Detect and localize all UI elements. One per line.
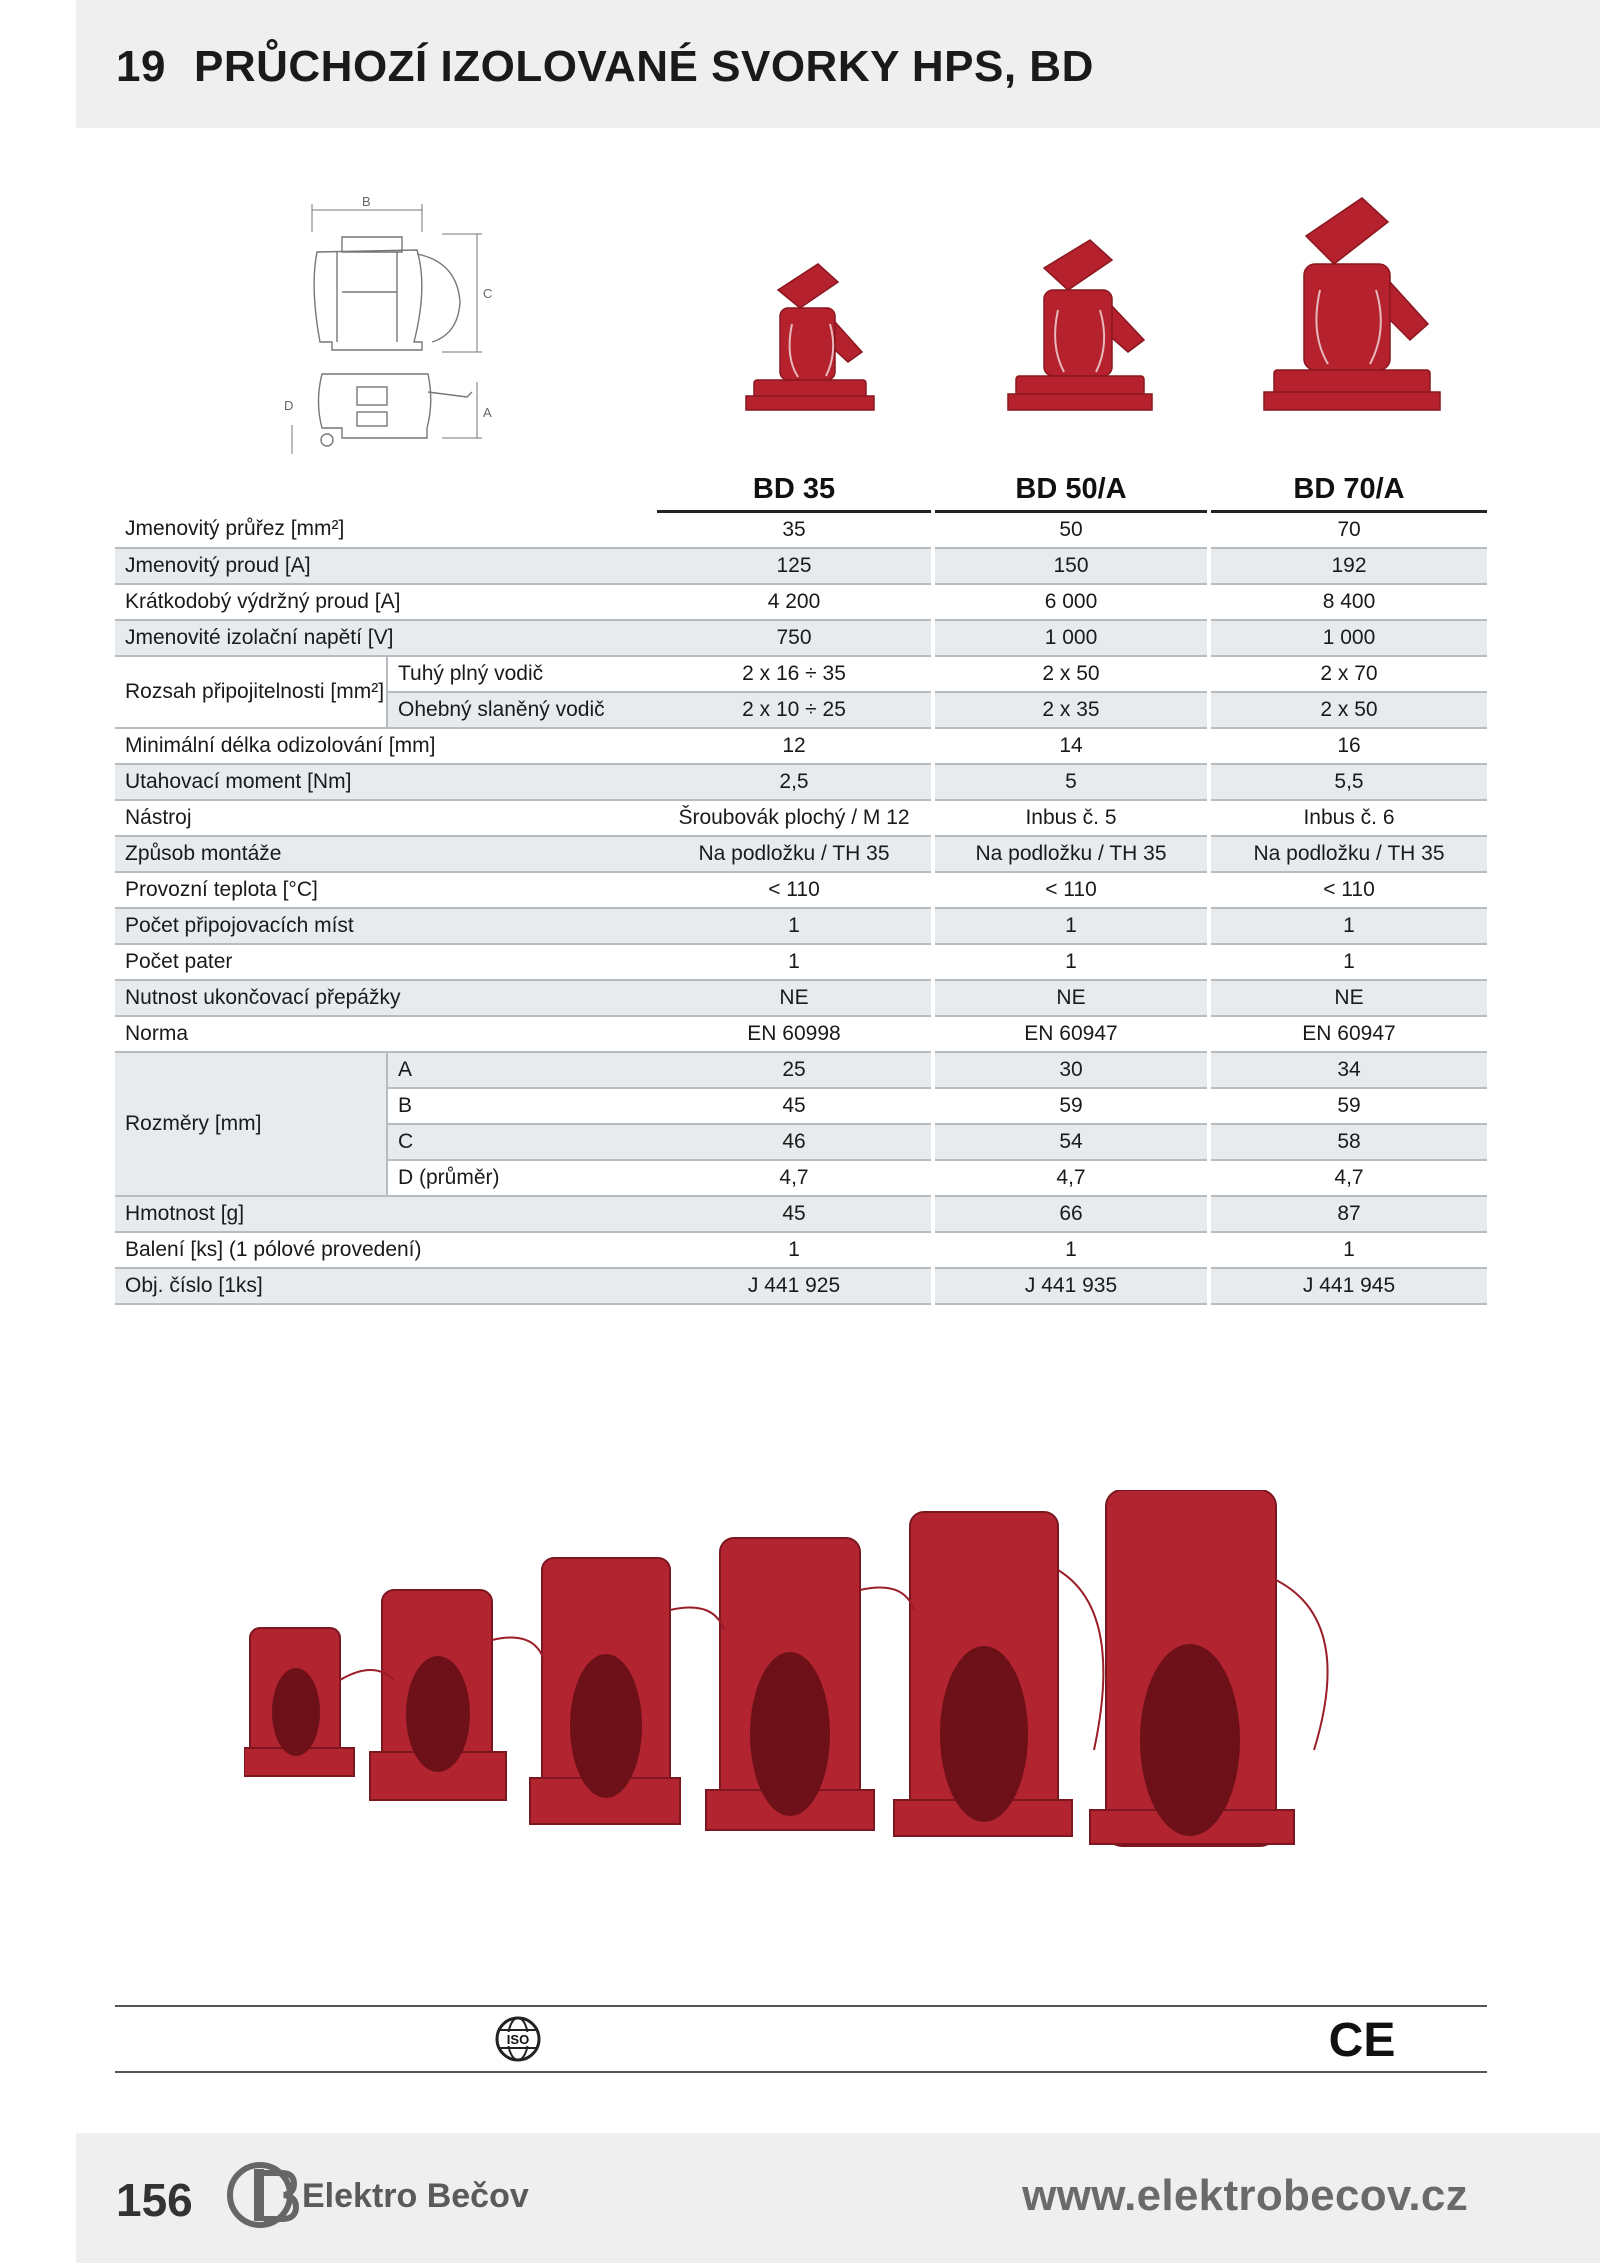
cell-value: Na podložku / TH 35	[1209, 836, 1487, 872]
cell-value: EN 60947	[933, 1016, 1209, 1052]
table-row	[115, 728, 1487, 764]
cell-value: 1	[1209, 944, 1487, 980]
row-sublabel: Ohebný slaněný vodič	[387, 692, 657, 728]
cell-value: Na podložku / TH 35	[933, 836, 1209, 872]
product-lineup-photo	[244, 1490, 1364, 1850]
ce-mark-label: CE	[1328, 2014, 1396, 2062]
row-label: Nástroj	[115, 800, 657, 836]
iso-label: ISO	[506, 2032, 530, 2047]
table-row	[115, 800, 1487, 836]
cell-value: 1	[933, 944, 1209, 980]
iso-icon	[494, 2015, 542, 2063]
cell-value: < 110	[933, 872, 1209, 908]
cell-value: 2 x 70	[1209, 656, 1487, 692]
cell-value: 1	[1209, 908, 1487, 944]
ce-mark-icon	[1328, 2014, 1396, 2062]
row-label: Počet pater	[115, 944, 657, 980]
divider	[115, 2005, 1487, 2007]
cell-value: 1	[1209, 1232, 1487, 1268]
cell-value: 1	[657, 944, 933, 980]
website-link[interactable]: www.elektrobecov.cz	[1022, 2171, 1468, 2220]
drawing-label-b: B	[362, 194, 371, 209]
cell-value: NE	[657, 980, 933, 1016]
cell-value: 4,7	[1209, 1160, 1487, 1196]
product-image-bd35	[740, 262, 880, 422]
cell-value: 2 x 50	[1209, 692, 1487, 728]
cell-value: 87	[1209, 1196, 1487, 1232]
row-group-label: Rozsah připojitelnosti [mm²]	[115, 656, 387, 728]
cell-value: 4,7	[657, 1160, 933, 1196]
cell-value: 1 000	[933, 620, 1209, 656]
row-label: Norma	[115, 1016, 657, 1052]
cell-value: 1	[657, 1232, 933, 1268]
product-header: BD 70/A	[1209, 468, 1487, 512]
cell-value: 70	[1209, 512, 1487, 549]
chapter-number: 19	[116, 42, 166, 91]
page-header	[76, 0, 1600, 128]
row-label: Provozní teplota [°C]	[115, 872, 657, 908]
cell-value: 45	[657, 1088, 933, 1124]
cell-value: Inbus č. 6	[1209, 800, 1487, 836]
product-header: BD 50/A	[933, 468, 1209, 512]
cell-value: 4 200	[657, 584, 933, 620]
row-label: Jmenovité izolační napětí [V]	[115, 620, 657, 656]
cell-value: 59	[933, 1088, 1209, 1124]
cell-value: < 110	[1209, 872, 1487, 908]
row-label: Způsob montáže	[115, 836, 657, 872]
cell-value: 192	[1209, 548, 1487, 584]
product-image-bd70a	[1262, 194, 1442, 426]
row-sublabel: C	[387, 1124, 657, 1160]
cell-value: 59	[1209, 1088, 1487, 1124]
table-row	[115, 836, 1487, 872]
cell-value: 12	[657, 728, 933, 764]
row-sublabel: Tuhý plný vodič	[387, 656, 657, 692]
cell-value: 16	[1209, 728, 1487, 764]
row-label: Počet připojovacích míst	[115, 908, 657, 944]
page-footer	[76, 2133, 1600, 2263]
row-label: Utahovací moment [Nm]	[115, 764, 657, 800]
row-label: Krátkodobý výdržný proud [A]	[115, 584, 657, 620]
product-header: BD 35	[657, 468, 933, 512]
cell-value: 54	[933, 1124, 1209, 1160]
table-row	[115, 908, 1487, 944]
row-label: Nutnost ukončovací přepážky	[115, 980, 657, 1016]
cell-value: 2 x 10 ÷ 25	[657, 692, 933, 728]
cell-value: 30	[933, 1052, 1209, 1088]
cell-value: 150	[933, 548, 1209, 584]
cell-value: 1	[933, 1232, 1209, 1268]
cell-value: 2,5	[657, 764, 933, 800]
cell-value: J 441 925	[657, 1268, 933, 1304]
cell-value: 8 400	[1209, 584, 1487, 620]
divider	[115, 2071, 1487, 2073]
cell-value: 58	[1209, 1124, 1487, 1160]
cell-value: 35	[657, 512, 933, 549]
table-row	[115, 1196, 1487, 1232]
row-sublabel: D (průměr)	[387, 1160, 657, 1196]
elektro-becov-logo-icon	[224, 2159, 306, 2231]
cell-value: 1	[933, 908, 1209, 944]
drawing-label-d: D	[284, 398, 294, 413]
cell-value: 1	[657, 908, 933, 944]
technical-drawing	[282, 192, 504, 460]
spec-table	[115, 468, 1487, 1305]
table-row	[115, 1232, 1487, 1268]
cell-value: 45	[657, 1196, 933, 1232]
cell-value: 5,5	[1209, 764, 1487, 800]
table-row	[115, 1268, 1487, 1304]
table-row	[115, 872, 1487, 908]
table-row	[115, 656, 1487, 692]
row-group-label: Rozměry [mm]	[115, 1052, 387, 1196]
table-row	[115, 584, 1487, 620]
row-label: Jmenovitý průřez [mm²]	[115, 512, 657, 549]
drawing-label-c: C	[483, 286, 493, 301]
row-sublabel: B	[387, 1088, 657, 1124]
cell-value: 2 x 35	[933, 692, 1209, 728]
cell-value: 2 x 50	[933, 656, 1209, 692]
row-label: Hmotnost [g]	[115, 1196, 657, 1232]
page-title: PRŮCHOZÍ IZOLOVANÉ SVORKY HPS, BD	[194, 42, 1094, 91]
row-label: Obj. číslo [1ks]	[115, 1268, 657, 1304]
drawing-label-a: A	[483, 405, 492, 420]
cell-value: 25	[657, 1052, 933, 1088]
cell-value: EN 60998	[657, 1016, 933, 1052]
cell-value: EN 60947	[1209, 1016, 1487, 1052]
table-row	[115, 620, 1487, 656]
cell-value: 5	[933, 764, 1209, 800]
cell-value: NE	[1209, 980, 1487, 1016]
table-row	[115, 764, 1487, 800]
row-label: Balení [ks] (1 pólové provedení)	[115, 1232, 657, 1268]
table-header-row	[115, 468, 1487, 512]
table-row	[115, 1052, 1487, 1088]
cell-value: J 441 945	[1209, 1268, 1487, 1304]
cell-value: NE	[933, 980, 1209, 1016]
row-sublabel: A	[387, 1052, 657, 1088]
cell-value: Šroubovák plochý / M 12	[657, 800, 933, 836]
table-row	[115, 1016, 1487, 1052]
cell-value: 34	[1209, 1052, 1487, 1088]
cell-value: < 110	[657, 872, 933, 908]
cell-value: 750	[657, 620, 933, 656]
cell-value: Inbus č. 5	[933, 800, 1209, 836]
brand-name: Elektro Bečov	[302, 2177, 529, 2215]
table-row	[115, 512, 1487, 549]
product-image-bd50a	[1004, 236, 1156, 422]
cell-value: 1 000	[1209, 620, 1487, 656]
cell-value: 125	[657, 548, 933, 584]
table-row	[115, 548, 1487, 584]
cell-value: 6 000	[933, 584, 1209, 620]
page-number: 156	[116, 2174, 193, 2226]
cell-value: 14	[933, 728, 1209, 764]
cell-value: 2 x 16 ÷ 35	[657, 656, 933, 692]
row-label: Minimální délka odizolování [mm]	[115, 728, 657, 764]
cell-value: 66	[933, 1196, 1209, 1232]
cell-value: Na podložku / TH 35	[657, 836, 933, 872]
table-row	[115, 944, 1487, 980]
cell-value: 50	[933, 512, 1209, 549]
cell-value: 46	[657, 1124, 933, 1160]
cell-value: J 441 935	[933, 1268, 1209, 1304]
cell-value: 4,7	[933, 1160, 1209, 1196]
row-label: Jmenovitý proud [A]	[115, 548, 657, 584]
table-row	[115, 980, 1487, 1016]
